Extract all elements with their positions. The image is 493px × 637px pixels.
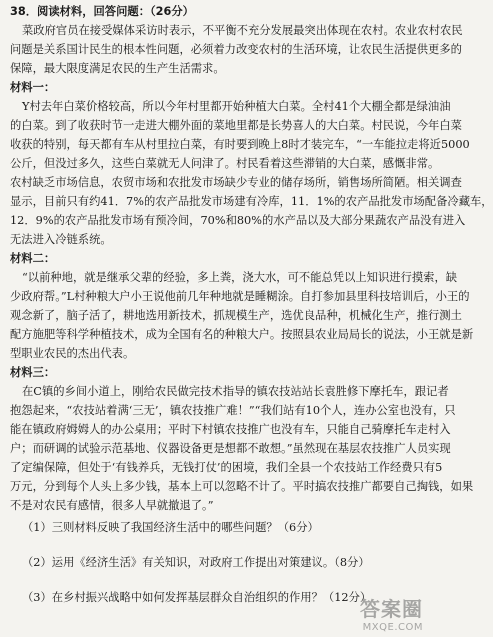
material-3-line: 了定编保障，但处于‘有钱养兵，无钱打仗’的困境，我们全县一个农技站工作经费只有5 <box>10 461 443 474</box>
intro-line: 问题是关系国计民生的根本性问题，必须着力改变农村的生活环境，让农民生活提供更多的 <box>10 43 462 56</box>
intro-line: 菜政府官员在接受媒体采访时表示，不平衡不充分发展最突出体现在农村。农业农村农民 <box>22 24 463 37</box>
material-1-line: 公斤，但没过多久，这些白菜就无人问津了。村民看着这些滞销的大白菜，感慨非常。 <box>10 157 440 170</box>
material-2-line: 少政府帮。”L村种粮大户小王说他前几年种地就是睡糊涂。自打参加县里科技培训后，小王的 <box>10 290 470 303</box>
question-title: 38．阅读材料，回答问题：（26分） <box>10 5 194 18</box>
intro-line: 保障，最大限度满足农民的生产生活需求。 <box>10 62 225 75</box>
material-1-line: 无法进入冷链系统。 <box>10 233 112 246</box>
material-1-line: 的白菜。到了收获时节一走进大棚外面的菜地里都是长势喜人的大白菜。村民说，今年白菜 <box>10 119 462 132</box>
material-3-line: 不是对农民有感情，很多人早就撤退了。” <box>10 499 214 512</box>
material-2-line: 配方施肥等科学种植技术，成为全国有名的种粮大户。按照县农业局局长的说法，小王就是新 <box>10 328 474 341</box>
material-2-line: 观念新了，脑子活了，耕地选用新技术，抓规模生产，选优良品种，机械化生产，推行测土 <box>10 309 462 322</box>
watermark-logo <box>360 593 423 633</box>
material-1-line: 农村缺乏市场信息，农贸市场和农批发市场缺少专业的储存场所，销售场所简陋。相关调查 <box>10 176 462 189</box>
material-3-line: 抱怨起来，“农技站着满‘三无’，镇农技推广难！”“我们站有10个人，连办公室也没有，只 <box>10 404 456 417</box>
material-3-line: 万元，分到每个人头上多少钱，基本上可以忽略不计了。平时搞农技推广都要自己掏钱，如果 <box>10 480 474 493</box>
sub-question-3: （3）在乡村振兴战略中如何发挥基层群众自治组织的作用？（12分） <box>22 591 372 604</box>
watermark-url: MXQE.COM <box>362 622 423 633</box>
material-2-line: “以前种地，就是继承父辈的经验，多上粪，浇大水，可不能总凭以上知识进行摸索，缺 <box>22 271 458 284</box>
material-3-line: 户；而研调的试验示范基地、仪器设备更是想都不敢想。”虽然现在基层农技推广人员实现 <box>10 442 451 455</box>
sub-question-2: （2）运用《经济生活》有关知识，对政府工作提出对策建议。（8分） <box>22 556 370 569</box>
material-3-line: 在C镇的乡间小道上，刚给农民做完技术指导的镇农技站站长袁胜修下摩托车，跟记者 <box>22 385 449 398</box>
material-1-line: 收获的特别，每天都有车从村里拉白菜，有时要到晚上8时才装完车，“一车能拉走将近5000 <box>10 138 470 151</box>
material-3-label: 材料三： <box>10 366 56 379</box>
sub-question-1: （1）三则材料反映了我国经济生活中的哪些问题？（6分） <box>22 521 319 534</box>
material-1-line: 12．9%的农产品批发市场有预冷间，70%和80%的水产品以及大部分果蔬农产品没有进入 <box>10 214 466 227</box>
watermark-text: 答案圈 <box>360 597 423 621</box>
material-3-line: 能在镇政府姆姆人的办公桌用；平时下村镇农技推广也没有车，只能自己骑摩托车走村入 <box>10 423 451 436</box>
material-1-line: Y村去年白菜价格较高，所以今年村里都开始种植大白菜。全村41个大棚全都是绿油油 <box>22 100 451 113</box>
material-2-label: 材料二： <box>10 252 56 265</box>
material-2-line: 型职业农民的杰出代表。 <box>10 347 135 360</box>
material-1-line: 显示，目前只有约41．7%的农产品批发市场建有冷库，11．1%的农产品批发市场配备冷藏车， <box>10 195 493 208</box>
material-1-label: 材料一： <box>10 81 56 94</box>
